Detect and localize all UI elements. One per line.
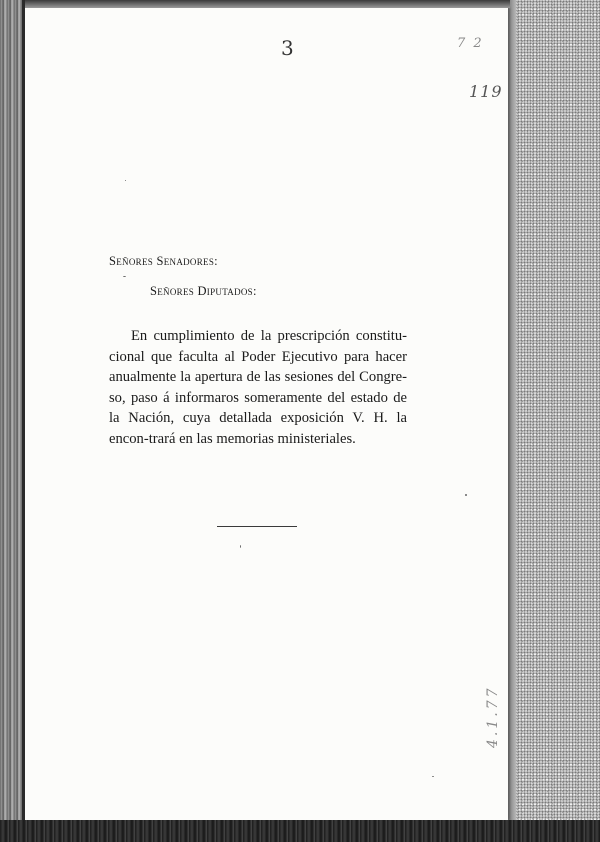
ink-speck [123,276,126,277]
body-paragraph: En cumplimiento de la prescripción constitu-cional que faculta al Poder Ejecutivo para hacer anualmente la apertura de las sesiones del Congre-so, paso á informaros someramente del estado de la Nación, cuya detallada exposición V. H. la encon-trará en las memorias ministeriales. [109,328,407,447]
printed-page [25,8,508,820]
ink-speck [432,776,434,777]
closing-rule [217,526,297,527]
salutation-senators: Señores Senadores: [109,254,218,268]
bottom-edge-shadow [0,820,600,842]
ink-speck [465,494,467,496]
margin-scribble-text: 4.1.77 [485,685,501,748]
left-binding-edge [0,0,22,842]
salutation-deputies: Señores Diputados: [150,284,257,298]
top-edge-shadow [0,0,510,8]
ink-speck [125,180,126,181]
margin-pencil-scribble [430,668,560,748]
right-edge-underlying-pages [508,0,600,842]
ink-speck [240,545,241,548]
pencil-folio-number: 119 [469,82,503,101]
pencil-annotation-top: 7 2 [457,36,484,51]
right-edge-shadow [508,0,516,842]
page-number: 3 [281,36,294,60]
